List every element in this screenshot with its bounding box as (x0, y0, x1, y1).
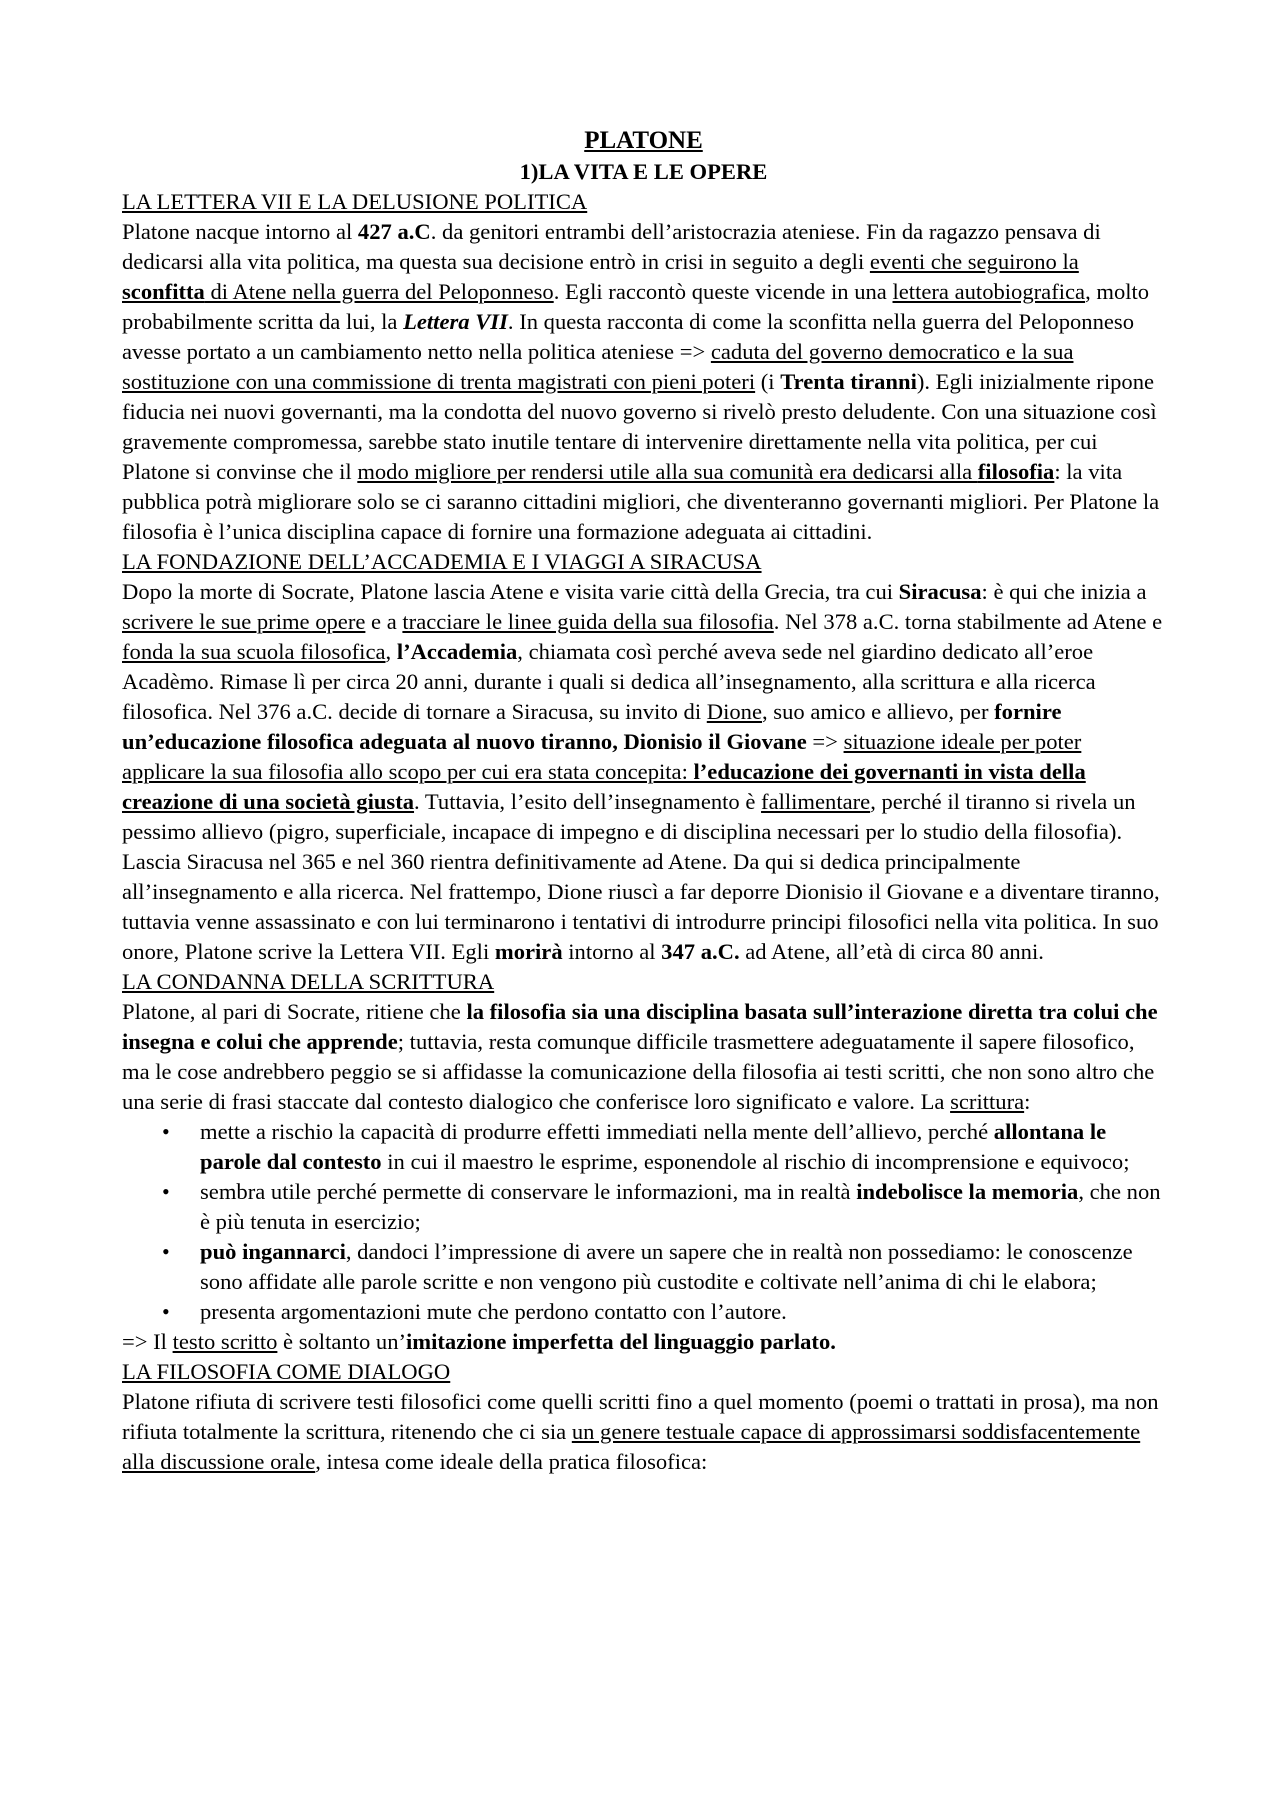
section-paragraph-dialogo: Platone rifiuta di scrivere testi filosofici come quelli scritti fino a quel momento (poemi o trattati in prosa), ma non rifiuta totalmente la scrittura, ritenendo che ci sia un genere testuale capace di approssimarsi soddisfacentemente alla discussione orale, intesa come ideale della pratica filosofica: (122, 1389, 1159, 1474)
list-item: • può ingannarci, dandoci l’impressione di avere un sapere che in realtà non possediamo: le conoscenze sono affidate alle parole scritte e non vengono più custodite e coltivate nell’anima di chi le elabora; (162, 1239, 1133, 1294)
section-heading-dialogo: LA FILOSOFIA COME DIALOGO (122, 1359, 451, 1384)
chapter-subtitle: 1)LA VITA E LE OPERE (519, 159, 768, 184)
section-paragraph-accademia: Dopo la morte di Socrate, Platone lascia Atene e visita varie città della Grecia, tra cui Siracusa: è qui che inizia a scrivere le sue prime opere e a tracciare le linee guida della sua filosofia. Nel 378 a.C. torna stabilmente ad Atene e fonda la sua scuola filosofica, l’Accademia, chiamata così perché aveva sede nel giardino dedicato all’eroe Acadèmo. Rimase lì per circa 20 anni, durante i quali si dedica all’insegnamento, alla scrittura e alla ricerca filosofica. Nel 376 a.C. decide di tornare a Siracusa, su invito di Dione, suo amico e allievo, per fornire un’educazione filosofica adeguata al nuovo tiranno, Dionisio il Giovane => situazione ideale per poter applicare la sua filosofia allo scopo per cui era stata concepita: l’educazione dei governanti in vista della creazione di una società giusta. Tuttavia, l’esito dell’insegnamento è fallimentare, perché il tiranno si rivela un pessimo allievo (pigro, superficiale, incapace di impegno e di disciplina necessari per lo studio della filosofia). Lascia Siracusa nel 365 e nel 360 rientra definitivamente ad Atene. Da qui si dedica principalmente all’insegnamento e alla ricerca. Nel frattempo, Dione riuscì a far deporre Dionisio il Giovane e a diventare tiranno, tuttavia venne assassinato e con lui terminarono i tentativi di introdurre principi filosofici nella vita politica. In suo onore, Platone scrive la Lettera VII. Egli morirà intorno al 347 a.C. ad Atene, all’età di circa 80 anni. (122, 579, 1163, 964)
bullet-icon: • (162, 1119, 170, 1144)
list-item: • mette a rischio la capacità di produrre effetti immediati nella mente dell’allievo, perché allontana le parole dal contesto in cui il maestro le esprime, esponendole al rischio di incomprensione e equivoco; (162, 1119, 1130, 1174)
section-heading-scrittura: LA CONDANNA DELLA SCRITTURA (122, 969, 495, 994)
section-paragraph-lettera-vii: Platone nacque intorno al 427 a.C. da genitori entrambi dell’aristocrazia ateniese. Fin da ragazzo pensava di dedicarsi alla vita politica, ma questa sua decisione entrò in crisi in seguito a degli eventi che seguirono la sconfitta di Atene nella guerra del Peloponneso. Egli raccontò queste vicende in una lettera autobiografica, molto probabilmente scritta da lui, la Lettera VII. In questa racconta di come la sconfitta nella guerra del Peloponneso avesse portato a un cambiamento netto nella politica ateniese => caduta del governo democratico e la sua sostituzione con una commissione di trenta magistrati con pieni poteri (i Trenta tiranni). Egli inizialmente ripone fiducia nei nuovi governanti, ma la condotta del nuovo governo si rivelò presto deludente. Con una situazione così gravemente compromessa, sarebbe stato inutile tentare di intervenire direttamente nella vita politica, per cui Platone si convinse che il modo migliore per rendersi utile alla sua comunità era dedicarsi alla filosofia: la vita pubblica potrà migliorare solo se ci saranno cittadini migliori, che diventeranno governanti migliori. Per Platone la filosofia è l’unica disciplina capace di fornire una formazione adeguata ai cittadini. (122, 219, 1160, 544)
bullet-icon: • (162, 1299, 170, 1324)
section-paragraph-scrittura: Platone, al pari di Socrate, ritiene che la filosofia sia una disciplina basata sull’interazione diretta tra colui che insegna e colui che apprende; tuttavia, resta comunque difficile trasmettere adeguatamente il sapere filosofico, ma le cose andrebbero peggio se si affidasse la comunicazione della filosofia ai testi scritti, che non sono altro che una serie di frasi staccate dal contesto dialogico che conferisce loro significato e valore. La scrittura: (122, 999, 1158, 1114)
bullet-icon: • (162, 1179, 170, 1204)
bullet-icon: • (162, 1239, 170, 1264)
page-title: PLATONE (584, 127, 703, 154)
list-item: • presenta argomentazioni mute che perdono contatto con l’autore. (200, 1297, 1165, 1327)
section-heading-accademia: LA FONDAZIONE DELL’ACCADEMIA E I VIAGGI A SIRACUSA (122, 549, 762, 574)
list-item: • sembra utile perché permette di conservare le informazioni, ma in realtà indebolisce la memoria, che non è più tenuta in esercizio; (162, 1179, 1161, 1234)
conclusion-line: => Il testo scritto è soltanto un’imitazione imperfetta del linguaggio parlato. (122, 1329, 836, 1354)
section-heading-lettera-vii: LA LETTERA VII E LA DELUSIONE POLITICA (122, 189, 588, 214)
bullet-list (122, 1117, 1165, 1327)
